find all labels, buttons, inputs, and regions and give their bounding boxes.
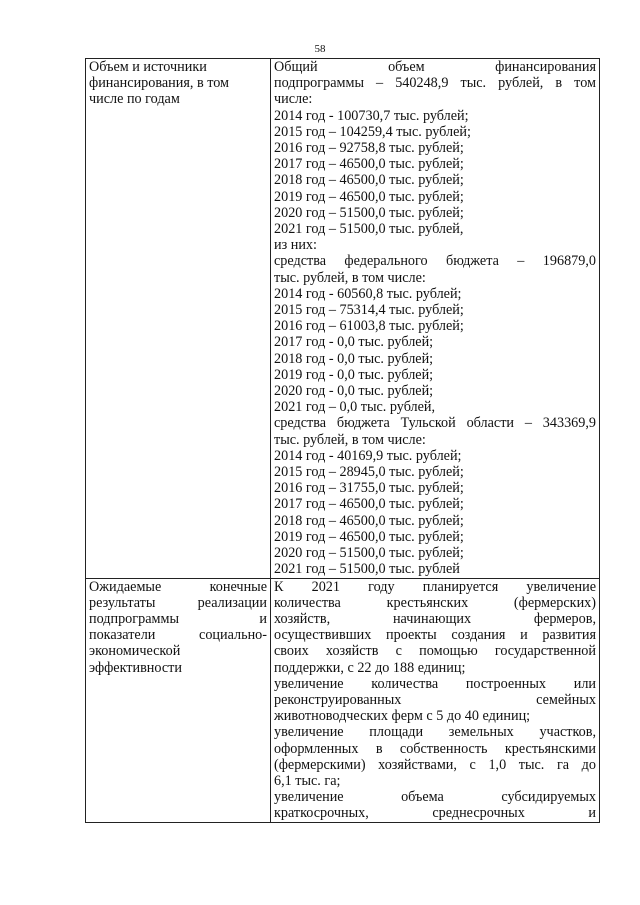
- text-line: средства бюджета Тульской области – 343369,9: [274, 415, 596, 432]
- text-line: 2016 год – 31755,0 тыс. рублей;: [274, 480, 464, 497]
- text-line: подпрограммы – 540248,9 тыс. рублей, в том: [274, 75, 596, 92]
- text-line: Объем и источники: [89, 59, 207, 75]
- text-line: из них:: [274, 237, 317, 254]
- text-line: 2015 год – 75314,4 тыс. рублей;: [274, 302, 464, 319]
- text-line: Ожидаемые конечные: [89, 578, 267, 595]
- text-line: 2019 год – 46500,0 тыс. рублей;: [274, 528, 464, 545]
- text-line: 2020 год - 0,0 тыс. рублей;: [274, 383, 434, 400]
- text-line: (фермерскими) хозяйствами, с 1,0 тыс. га до: [274, 756, 596, 773]
- text-line: 2017 год - 0,0 тыс. рублей;: [274, 334, 434, 351]
- text-line: 2019 год - 0,0 тыс. рублей;: [274, 366, 434, 383]
- text-line: реконструированных семейных: [274, 691, 596, 708]
- text-line: Общий объем финансирования: [274, 59, 596, 75]
- text-line: финансирования, в том: [89, 75, 230, 92]
- text-line: 2014 год - 60560,8 тыс. рублей;: [274, 285, 462, 302]
- text-line: показатели социально-: [89, 627, 267, 644]
- text-line: 2014 год - 40169,9 тыс. рублей;: [274, 447, 462, 464]
- text-line: оформленных в собственность крестьянскими: [274, 740, 596, 757]
- text-line: увеличение количества построенных или: [274, 675, 596, 692]
- text-line: 2020 год – 51500,0 тыс. рублей;: [274, 204, 464, 221]
- text-line: количества крестьянских (фермерских): [274, 594, 596, 611]
- text-line: результаты реализации: [89, 594, 267, 611]
- text-line: экономической: [89, 643, 181, 660]
- page-number: 58: [314, 43, 326, 55]
- text-line: своих хозяйств с помощью государственной: [274, 643, 596, 660]
- text-line: осуществивших проекты создания и развития: [274, 627, 596, 644]
- passport-table: [85, 58, 600, 823]
- text-line: животноводческих ферм с 5 до 40 единиц;: [274, 708, 531, 725]
- text-line: подпрограммы и: [89, 610, 267, 627]
- text-line: 2018 год – 46500,0 тыс. рублей;: [274, 172, 464, 189]
- text-line: числе по годам: [89, 91, 180, 108]
- text-line: хозяйств, начинающих фермеров,: [274, 610, 596, 627]
- text-line: 2015 год – 104259,4 тыс. рублей;: [274, 123, 471, 140]
- text-line: 2017 год – 46500,0 тыс. рублей;: [274, 156, 464, 173]
- text-line: К 2021 году планируется увеличение: [274, 578, 596, 595]
- row-label-cell: [86, 59, 271, 579]
- text-line: 2014 год - 100730,7 тыс. рублей;: [274, 107, 469, 124]
- text-line: 2015 год – 28945,0 тыс. рублей;: [274, 464, 464, 481]
- text-line: 2019 год – 46500,0 тыс. рублей;: [274, 188, 464, 205]
- text-line: тыс. рублей, в том числе:: [274, 431, 426, 448]
- text-line: 2018 год - 0,0 тыс. рублей;: [274, 350, 434, 367]
- text-line: поддержки, с 22 до 188 единиц;: [274, 659, 466, 676]
- text-line: 6,1 тыс. га;: [274, 772, 341, 789]
- text-line: 2016 год – 61003,8 тыс. рублей;: [274, 318, 464, 335]
- row-value-cell: [271, 59, 600, 579]
- row-value-cell: [271, 578, 600, 822]
- text-line: 2018 год – 46500,0 тыс. рублей;: [274, 512, 464, 529]
- row-label-cell: [86, 578, 271, 822]
- text-line: краткосрочных, среднесрочных и: [274, 805, 596, 822]
- text-line: увеличение площади земельных участков,: [274, 724, 596, 741]
- text-line: числе:: [274, 91, 313, 108]
- table-row-results: [86, 578, 600, 822]
- text-line: средства федерального бюджета – 196879,0: [274, 253, 596, 270]
- text-line: 2020 год – 51500,0 тыс. рублей;: [274, 545, 464, 562]
- text-line: 2017 год – 46500,0 тыс. рублей;: [274, 496, 464, 513]
- text-line: эффективности: [89, 659, 182, 676]
- text-line: 2016 год – 92758,8 тыс. рублей;: [274, 140, 464, 157]
- table-row-financing: [86, 59, 600, 579]
- text-line: увеличение объема субсидируемых: [274, 789, 596, 806]
- text-line: 2021 год – 0,0 тыс. рублей,: [274, 399, 436, 416]
- text-line: 2021 год – 51500,0 тыс. рублей,: [274, 221, 464, 238]
- text-line: 2021 год – 51500,0 тыс. рублей: [274, 561, 460, 578]
- text-line: тыс. рублей, в том числе:: [274, 269, 426, 286]
